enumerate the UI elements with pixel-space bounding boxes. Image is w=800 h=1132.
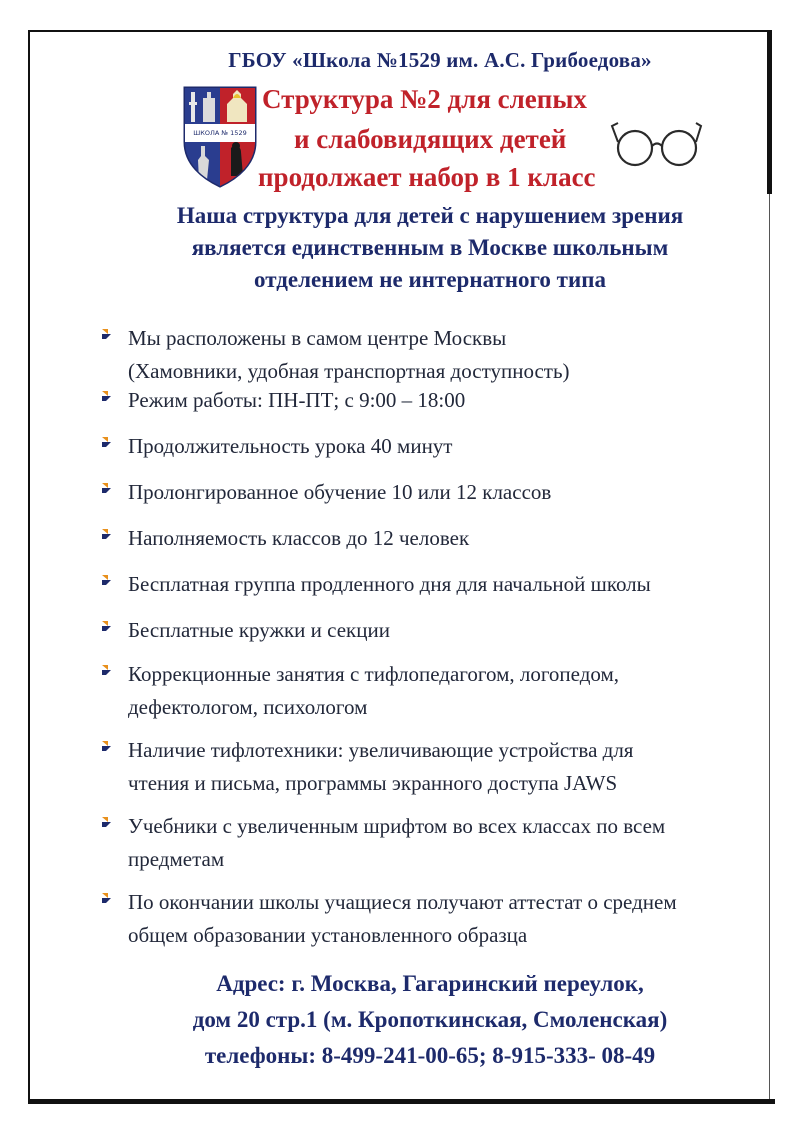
contact-block xyxy=(0,966,800,1074)
subheading-line-3: отделением не интернатного типа xyxy=(254,267,606,292)
feature-text-line: (Хамовники, удобная транспортная доступность) xyxy=(128,359,570,383)
feature-text xyxy=(128,734,768,800)
school-name: ГБОУ «Школа №1529 им. А.С. Грибоедова» xyxy=(228,48,652,72)
logo-text: ШКОЛА № 1529 xyxy=(193,129,247,137)
headline-line-1: Структура №2 для слепых xyxy=(262,84,587,114)
feature-text xyxy=(128,658,768,724)
feature-text-line: Бесплатные кружки и секции xyxy=(128,618,390,642)
bullet-arrow-icon xyxy=(100,574,112,586)
bullet-arrow-icon xyxy=(100,436,112,448)
bullet-arrow-icon xyxy=(100,620,112,632)
subheading-line-1: Наша структура для детей с нарушением зрения xyxy=(176,203,684,228)
eyeglasses-icon xyxy=(610,120,704,170)
feature-text-line: Наличие тифлотехники: увеличивающие устройства для xyxy=(128,738,634,762)
feature-text xyxy=(128,810,768,876)
feature-text-line: Наполняемость классов до 12 человек xyxy=(128,526,470,550)
phone-numbers: телефоны: 8-499-241-00-65; 8-915-333- 08-49 xyxy=(204,1043,656,1068)
feature-text-line: общем образовании установленного образца xyxy=(128,923,528,947)
bullet-arrow-icon xyxy=(100,328,112,340)
feature-text-line: предметам xyxy=(128,847,225,871)
subheading-line-2: является единственным в Москве школьным xyxy=(191,235,669,260)
feature-text-line: Коррекционные занятия с тифлопедагогом, логопедом, xyxy=(128,662,620,686)
border-accent-bottom xyxy=(28,1099,775,1104)
headline-line-2: и слабовидящих детей xyxy=(294,124,567,154)
feature-text-line: Мы расположены в самом центре Москвы xyxy=(128,326,507,350)
feature-text-line: Продолжительность урока 40 минут xyxy=(128,434,453,458)
feature-text xyxy=(128,322,768,388)
school-emblem-icon xyxy=(181,84,259,188)
bullet-arrow-icon xyxy=(100,528,112,540)
feature-text xyxy=(128,614,768,647)
bullet-arrow-icon xyxy=(100,664,112,676)
address-line-1: Адрес: г. Москва, Гагаринский переулок, xyxy=(216,971,644,996)
headline-line-3: продолжает набор в 1 класс xyxy=(258,162,596,192)
subheading xyxy=(150,200,710,296)
bullet-arrow-icon xyxy=(100,390,112,402)
feature-text xyxy=(128,476,768,509)
feature-text xyxy=(128,384,768,417)
feature-text-line: дефектологом, психологом xyxy=(128,695,368,719)
feature-text-line: Режим работы: ПН-ПТ; с 9:00 – 18:00 xyxy=(128,388,466,412)
bullet-arrow-icon xyxy=(100,816,112,828)
feature-text xyxy=(128,568,768,601)
address-line-2: дом 20 стр.1 (м. Кропоткинская, Смоленская) xyxy=(192,1007,668,1032)
feature-text-line: Бесплатная группа продленного дня для начальной школы xyxy=(128,572,651,596)
bullet-arrow-icon xyxy=(100,482,112,494)
feature-text-line: По окончании школы учащиеся получают аттестат о среднем xyxy=(128,890,677,914)
feature-text xyxy=(128,430,768,463)
feature-text-line: Пролонгированное обучение 10 или 12 классов xyxy=(128,480,552,504)
bullet-arrow-icon xyxy=(100,740,112,752)
feature-text xyxy=(128,522,768,555)
feature-text-line: Учебники с увеличенным шрифтом во всех классах по всем xyxy=(128,814,666,838)
feature-text-line: чтения и письма, программы экранного доступа JAWS xyxy=(128,771,618,795)
feature-text xyxy=(128,886,768,952)
bullet-arrow-icon xyxy=(100,892,112,904)
